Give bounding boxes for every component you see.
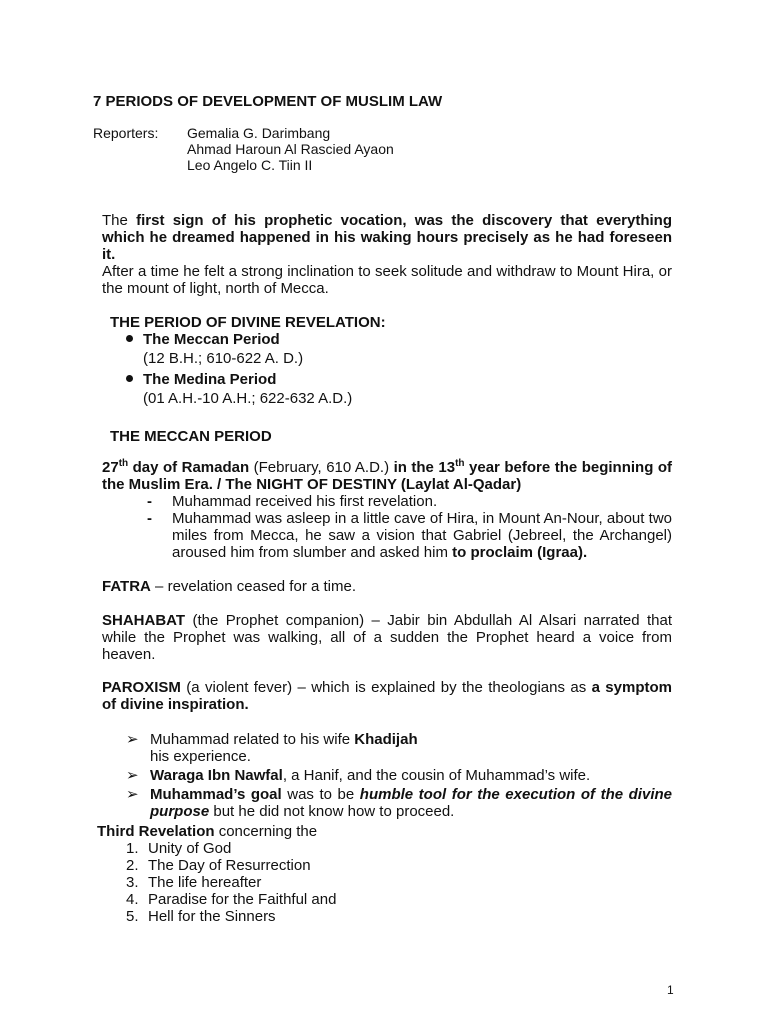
arrow-text-plain: Muhammad related to his wife xyxy=(150,731,355,748)
ordinal-suffix: th xyxy=(455,458,465,469)
intro-the: The xyxy=(102,212,137,229)
third-revelation-rest: concerning the xyxy=(214,823,318,840)
day-number: 27 xyxy=(102,459,119,476)
meccan-period-heading: THE MECCAN PERIOD xyxy=(110,428,272,445)
arrow-text-plain: was to be xyxy=(281,786,360,803)
arrow-bullet-icon: ➢ xyxy=(126,731,139,748)
in-the-13: in the 13 xyxy=(393,459,456,476)
arrow-text xyxy=(150,767,672,784)
dash-text-bold: to proclaim (Igraa). xyxy=(452,544,588,561)
paroxism-bold: a symptom of divine inspiration. xyxy=(102,679,672,713)
waraga-ibn-nawfal: Waraga Ibn Nawfal xyxy=(150,767,283,784)
arrow-text-plain: his experience. xyxy=(150,748,251,765)
bullet-item-meccan xyxy=(126,331,280,348)
bullet-dates: (01 A.H.-10 A.H.; 622-632 A.D.) xyxy=(143,390,353,407)
item-number: 5. xyxy=(126,908,139,925)
third-revelation-bold: Third Revelation xyxy=(97,823,215,840)
bullet-item-medina xyxy=(126,371,276,388)
ordinal-suffix: th xyxy=(118,458,129,469)
shahabat-term: SHAHABAT xyxy=(102,612,186,629)
numbered-item xyxy=(126,840,231,857)
numbered-item xyxy=(126,891,336,908)
reporter-name: Leo Angelo C. Tiin II xyxy=(187,157,313,173)
dash-bullet: - xyxy=(147,510,152,527)
fatra-paragraph xyxy=(102,578,672,595)
bullet-label: The Medina Period xyxy=(143,371,277,388)
third-revelation-heading xyxy=(97,823,317,840)
dash-text: Muhammad received his first revelation. xyxy=(172,493,438,510)
arrow-item xyxy=(126,731,672,765)
year-before-era: year before the beginning of the Muslim Era. / The NIGHT OF DESTINY (Laylat Al-Qadar) xyxy=(102,459,673,493)
arrow-text xyxy=(150,731,672,765)
document-title: 7 PERIODS OF DEVELOPMENT OF MUSLIM LAW xyxy=(93,93,443,110)
dash-item xyxy=(147,493,672,510)
day-of-ramadan: day of Ramadan xyxy=(128,459,250,476)
fatra-text: – revelation ceased for a time. xyxy=(150,578,356,595)
item-number: 3. xyxy=(126,874,139,891)
intro-bold: first sign of his prophetic vocation, was the discovery that everything which he dreamed happened in his waking hours precisely as he had foreseen it. xyxy=(102,212,673,263)
arrow-item xyxy=(126,767,672,784)
item-number: 4. xyxy=(126,891,139,908)
paroxism-text: (a violent fever) – which is explained by the theologians as xyxy=(180,679,592,696)
paroxism-paragraph xyxy=(102,679,672,713)
bullet-dates: (12 B.H.; 610-622 A. D.) xyxy=(143,350,304,367)
dash-text-plain: Muhammad was asleep in a little cave of Hira, in Mount An-Nour, about two miles from Mecca, he saw a vision that Gabriel (Jebreel, the Archangel) aroused him from slumber and asked him xyxy=(172,510,672,561)
bullet-label: The Meccan Period xyxy=(143,331,280,348)
item-text: The Day of Resurrection xyxy=(148,857,311,874)
item-text: The life hereafter xyxy=(148,874,262,891)
arrow-text-plain: , a Hanif, and the cousin of Muhammad’s wife. xyxy=(282,767,591,784)
paroxism-term: PAROXISM xyxy=(102,679,181,696)
page-number: 1 xyxy=(667,983,674,997)
bullet-dot-icon xyxy=(126,375,133,382)
humble-tool-phrase: humble tool for the execution of the divine purpose xyxy=(150,786,672,820)
intro-paragraph xyxy=(102,212,672,263)
muhammads-goal: Muhammad’s goal xyxy=(150,786,282,803)
reporters-label: Reporters: xyxy=(93,125,159,141)
item-text: Unity of God xyxy=(148,840,232,857)
dash-bullet: - xyxy=(147,493,152,510)
item-number: 1. xyxy=(126,840,139,857)
numbered-item xyxy=(126,908,276,925)
khadijah: Khadijah xyxy=(354,731,418,748)
bullet-dot-icon xyxy=(126,335,133,342)
shahabat-paragraph xyxy=(102,612,672,663)
shahabat-text: (the Prophet companion) – Jabir bin Abdullah Al Alsari narrated that while the Prophet was walking, all of a sudden the Prophet heard a voice from heaven. xyxy=(102,612,672,663)
numbered-item xyxy=(126,857,311,874)
reporters-list xyxy=(187,125,394,173)
divine-revelation-heading: THE PERIOD OF DIVINE REVELATION: xyxy=(110,314,386,331)
reporter-name: Gemalia G. Darimbang xyxy=(187,125,331,141)
dash-text xyxy=(172,510,672,561)
dash-item xyxy=(147,510,672,561)
item-number: 2. xyxy=(126,857,139,874)
item-text: Hell for the Sinners xyxy=(148,908,276,925)
intro-paragraph-2: After a time he felt a strong inclination to seek solitude and withdraw to Mount Hira, or the mount of light, north of Mecca. xyxy=(102,263,672,297)
night-of-destiny-paragraph xyxy=(102,459,672,493)
arrow-text xyxy=(150,786,672,820)
arrow-text-plain: but he did not know how to proceed. xyxy=(209,803,455,820)
arrow-bullet-icon: ➢ xyxy=(126,767,139,784)
arrow-item xyxy=(126,786,672,820)
item-text: Paradise for the Faithful and xyxy=(148,891,337,908)
fatra-term: FATRA xyxy=(102,578,151,595)
numbered-item xyxy=(126,874,261,891)
february-date: (February, 610 A.D.) xyxy=(249,459,394,476)
reporter-name: Ahmad Haroun Al Rascied Ayaon xyxy=(187,141,394,157)
arrow-bullet-icon: ➢ xyxy=(126,786,139,803)
